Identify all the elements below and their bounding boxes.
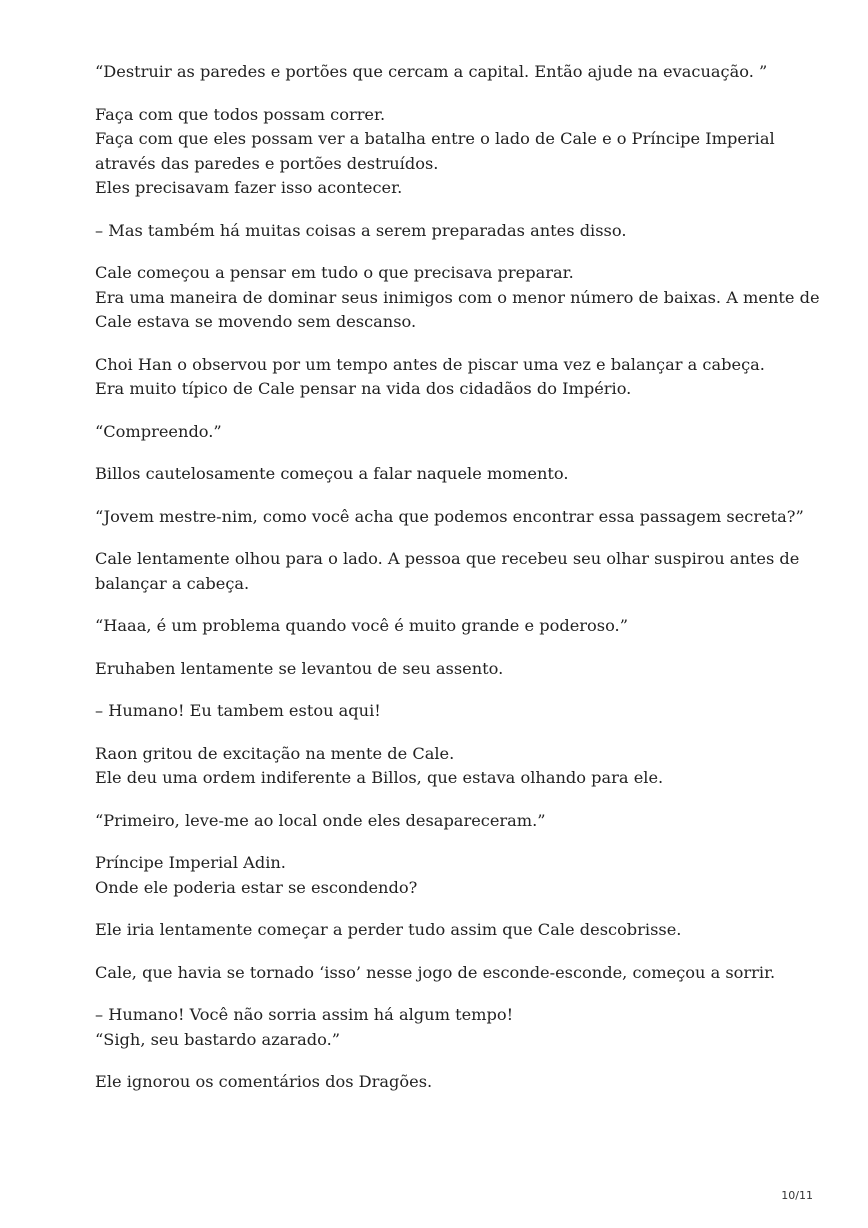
text-line: “Compreendo.” <box>95 421 222 441</box>
text-line: Cale estava se movendo sem descanso. <box>95 312 417 331</box>
paragraph <box>95 809 795 834</box>
text-line: – Humano! Eu tambem estou aqui! <box>95 701 381 720</box>
paragraph <box>95 961 795 986</box>
text-line: Era muito típico de Cale pensar na vida dos cidadãos do Império. <box>95 379 632 398</box>
text-line: “Haaa, é um problema quando você é muito grande e poderoso.” <box>95 616 628 635</box>
text-line: Faça com que eles possam ver a batalha entre o lado de Cale e o Príncipe Imperial <box>95 129 775 148</box>
paragraph <box>95 699 795 724</box>
text-line: – Mas também há muitas coisas a serem preparadas antes disso. <box>95 220 627 240</box>
paragraph <box>95 103 795 201</box>
paragraph <box>95 261 820 335</box>
text-line: Era uma maneira de dominar seus inimigos com o menor número de baixas. A mente de <box>95 287 820 307</box>
text-line: Príncipe Imperial Adin. <box>95 853 286 872</box>
document-body <box>95 60 820 1113</box>
text-line: “Primeiro, leve-me ao local onde eles desapareceram.” <box>95 810 546 830</box>
paragraph <box>95 505 804 530</box>
paragraph <box>95 614 795 639</box>
text-line: Eruhaben lentamente se levantou de seu assento. <box>95 658 504 678</box>
text-line: “Sigh, seu bastardo azarado.” <box>95 1029 341 1049</box>
text-line: Ele iria lentamente começar a perder tudo assim que Cale descobrisse. <box>95 920 682 939</box>
text-line: Eles precisavam fazer isso acontecer. <box>95 178 403 197</box>
text-line: Onde ele poderia estar se escondendo? <box>95 877 418 897</box>
text-line: Raon gritou de excitação na mente de Cale. <box>95 743 455 763</box>
text-line: balançar a cabeça. <box>95 573 250 593</box>
paragraph <box>95 420 795 445</box>
text-line: “Destruir as paredes e portões que cercam a capital. Então ajude na evacuação. ” <box>95 62 768 81</box>
paragraph <box>95 1070 795 1095</box>
page-number: 10/11 <box>781 1189 813 1202</box>
paragraph <box>95 918 795 943</box>
text-line: Cale começou a pensar em tudo o que precisava preparar. <box>95 263 574 282</box>
paragraph <box>95 1003 795 1052</box>
paragraph <box>95 219 795 244</box>
text-line: Ele deu uma ordem indiferente a Billos, que estava olhando para ele. <box>95 768 664 787</box>
text-line: Ele ignorou os comentários dos Dragões. <box>95 1072 433 1091</box>
paragraph <box>95 462 795 487</box>
paragraph <box>95 353 795 402</box>
paragraph <box>95 60 795 85</box>
text-line: Billos cautelosamente começou a falar naquele momento. <box>95 464 569 483</box>
text-line: Cale, que havia se tornado ‘isso’ nesse jogo de esconde-esconde, começou a sorrir. <box>95 962 776 982</box>
text-line: através das paredes e portões destruídos. <box>95 153 439 173</box>
text-line: Choi Han o observou por um tempo antes de piscar uma vez e balançar a cabeça. <box>95 354 765 374</box>
paragraph <box>95 742 795 791</box>
text-line: Cale lentamente olhou para o lado. A pessoa que recebeu seu olhar suspirou antes de <box>95 549 800 568</box>
paragraph <box>95 547 800 596</box>
paragraph <box>95 657 795 682</box>
text-line: “Jovem mestre-nim, como você acha que podemos encontrar essa passagem secreta?” <box>95 506 804 526</box>
paragraph <box>95 851 795 900</box>
text-line: Faça com que todos possam correr. <box>95 104 386 124</box>
text-line: – Humano! Você não sorria assim há algum tempo! <box>95 1005 514 1024</box>
